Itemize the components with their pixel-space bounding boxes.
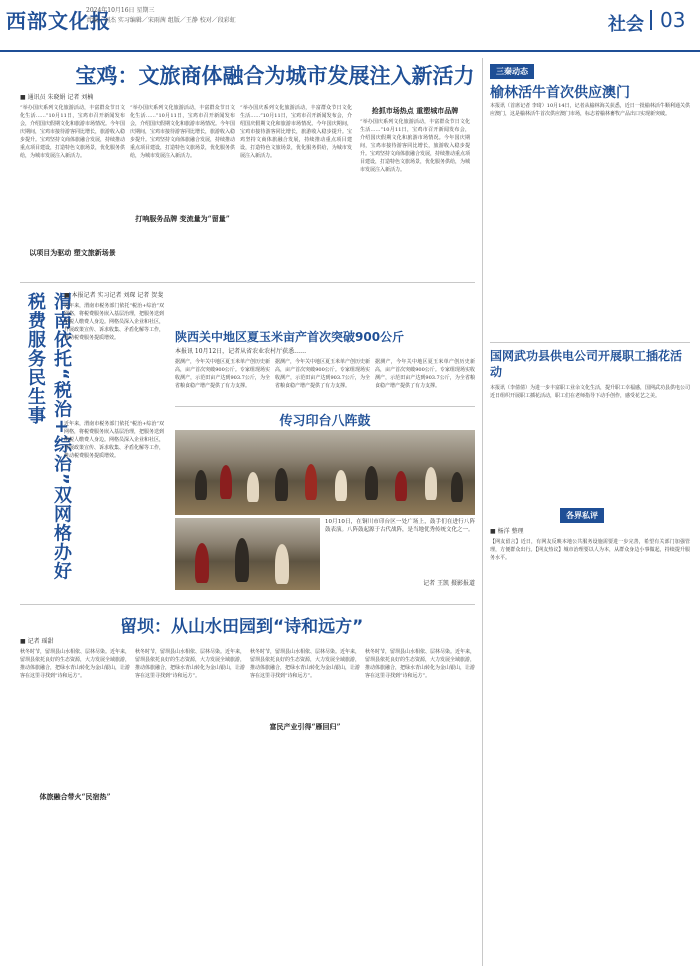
main-subhead-1: 以项目为驱动 塑文旅新场景 <box>29 248 116 257</box>
dancer-figure <box>305 464 317 500</box>
main-byline: ■ 通讯员 朱晓娟 记者 刘楠 <box>20 94 94 101</box>
center-body-col2: 据测产，今年关中地区夏玉米单产创历史新高，亩产首次突破900公斤。专家组现场实收测产，示范田亩产达到903.7公斤，为全省粮食稳产增产提供了有力支撑。 <box>275 359 370 389</box>
bottom-body-col2: 秋冬时节，留坝县山水相依、层林尽染。近年来，留坝县依托良好的生态资源，大力发展全域旅游，推动体旅融合，把绿水青山转化为金山银山，让游客在这里寻找到“诗和远方”。 <box>135 649 245 679</box>
sidebar-story1-headline: 榆林活牛首次供应澳门 <box>490 85 630 101</box>
commentary-tag: 各界私评 <box>560 508 604 523</box>
main-headline: 宝鸡：文旅商体融合为城市发展注入新活力 <box>75 64 475 88</box>
bottom-headline: 留坝：从山水田园到“诗和远方” <box>120 617 364 637</box>
main-body-col4: “举办国庆系列文化旅游活动，丰富群众节日文化生活……”10月11日，宝鸡市召开新闻发布会，介绍国庆假期文化和旅游市场情况。今年国庆期间，宝鸡市接待游客同比增长，旅游收入稳步提升。宝鸡坚持文商体旅融合发展，持续推动重点项目建设，打造特色文旅场景，优化服务供给，为城市发展注入新活力。 <box>360 119 470 173</box>
bottom-body-col1: 秋冬时节，留坝县山水相依、层林尽染。近年来，留坝县依托良好的生态资源，大力发展全域旅游，推动体旅融合，把绿水青山转化为金山银山，让游客在这里寻找到“诗和远方”。 <box>20 649 130 679</box>
dancer-figure <box>275 544 289 584</box>
center-byline: 本报讯 10月12日，记者从省农业农村厅获悉…… <box>175 348 307 355</box>
photo-caption: 10月10日，在铜川市印台区一处广场上，鼓手们在进行八阵鼓表演。八阵鼓起源于古代战阵，是当地优秀传统文化之一。 <box>325 519 475 533</box>
sidebar-story2-headline: 国网武功县供电公司开展职工插花活动 <box>490 349 683 379</box>
main-body-col2: “举办国庆系列文化旅游活动，丰富群众节日文化生活……”10月11日，宝鸡市召开新闻发布会，介绍国庆假期文化和旅游市场情况。今年国庆期间，宝鸡市接待游客同比增长，旅游收入稳步提升。宝鸡坚持文商体旅融合发展，持续推动重点项目建设，打造特色文旅场景，优化服务供给，为城市发展注入新活力。 <box>130 105 235 159</box>
main-body-col3: “举办国庆系列文化旅游活动，丰富群众节日文化生活……”10月11日，宝鸡市召开新闻发布会，介绍国庆假期文化和旅游市场情况。今年国庆期间，宝鸡市接待游客同比增长，旅游收入稳步提升。宝鸡坚持文商体旅融合发展，持续推动重点项目建设，打造特色文旅场景，优化服务供给，为城市发展注入新活力。 <box>240 105 352 159</box>
dancer-figure <box>365 466 378 500</box>
photo-title: 传习印台八阵鼓 <box>279 414 371 429</box>
sidebar-story2-body: 本报讯（李倩倩）为进一步丰富职工业余文化生活，提升职工幸福感，国网武功县供电公司近日组织开展职工插花活动，职工们在老师指导下动手创作，感受花艺之美。 <box>490 385 690 399</box>
photo-block-rule <box>20 604 475 605</box>
drum-performance-photo <box>175 430 475 515</box>
sidebar-story1-body: 本报讯（首席记者 李琦）10月14日，记者从榆林海关获悉，近日一批榆林活牛顺利通关供应澳门，这是榆林活牛首次供应澳门市场，标志着榆林畜牧产品出口实现新突破。 <box>490 103 690 117</box>
main-body-col1: “举办国庆系列文化旅游活动，丰富群众节日文化生活……”10月11日，宝鸡市召开新闻发布会，介绍国庆假期文化和旅游市场情况。今年国庆期间，宝鸡市接待游客同比增长，旅游收入稳步提升。宝鸡坚持文商体旅融合发展，持续推动重点项目建设，打造特色文旅场景，优化服务供给，为城市发展注入新活力。 <box>20 105 125 159</box>
dancer-figure <box>195 543 209 583</box>
photo-credit: 记者 王凯 摄影报道 <box>423 580 475 587</box>
dancer-figure <box>195 470 207 500</box>
dancer-figure <box>275 468 288 501</box>
main-story-rule <box>20 282 475 283</box>
main-subhead-2: 打响服务品牌 变流量为“留量” <box>135 214 230 223</box>
center-body-col1: 据测产，今年关中地区夏玉米单产创历史新高，亩产首次突破900公斤。专家组现场实收测产，示范田亩产达到903.7公斤，为全省粮食稳产增产提供了有力支撑。 <box>175 359 270 389</box>
section-divider <box>650 10 652 30</box>
masthead <box>0 0 700 52</box>
left-body-col1: 近年来，渭南市税务部门依托“税治+综治”双网格，将税费服务嵌入基层治理，把服务送到纳税人缴费人身边。网格员深入企业和社区，开展政策宣传、诉求收集、矛盾化解等工作，推动税费服务提质增效。 <box>64 303 164 341</box>
sidebar-section-tag: 三秦动态 <box>490 64 534 79</box>
masthead-meta <box>86 6 236 26</box>
center-story-rule <box>175 406 475 407</box>
page-number: 03 <box>660 8 686 32</box>
bottom-subhead-1: 体旅融合带火“民宿热” <box>39 792 111 801</box>
left-body-col2: 近年来，渭南市税务部门依托“税治+综治”双网格，将税费服务嵌入基层治理，把服务送到纳税人缴费人身边。网格员深入企业和社区，开展政策宣传、诉求收集、矛盾化解等工作，推动税费服务提质增效。 <box>64 421 164 459</box>
bottom-body-col4: 秋冬时节，留坝县山水相依、层林尽染。近年来，留坝县依托良好的生态资源，大力发展全域旅游，推动体旅融合，把绿水青山转化为金山银山，让游客在这里寻找到“诗和远方”。 <box>365 649 475 679</box>
bottom-subhead-2: 富民产业引得“雁回归” <box>269 722 341 731</box>
sidebar-rule-1 <box>490 342 690 343</box>
left-vertical-headline: 渭南依托“税治+综治”双网格办好税费服务民生事 <box>25 292 72 581</box>
main-subhead-3: 抢抓市场热点 重塑城市品牌 <box>371 106 459 115</box>
left-byline: ■ 本报记者 实习记者 刘琛 记者 贺斐 <box>64 292 164 299</box>
center-body-col3: 据测产，今年关中地区夏玉米单产创历史新高，亩产首次突破900公斤。专家组现场实收测产，示范田亩产达到903.7公斤，为全省粮食稳产增产提供了有力支撑。 <box>375 359 475 389</box>
dancer-figure <box>395 471 407 501</box>
center-headline: 陕西关中地区夏玉米亩产首次突破900公斤 <box>175 330 405 344</box>
bottom-body-col3: 秋冬时节，留坝县山水相依、层林尽染。近年来，留坝县依托良好的生态资源，大力发展全域旅游，推动体旅融合，把绿水青山转化为金山银山，让游客在这里寻找到“诗和远方”。 <box>250 649 360 679</box>
dancer-figure <box>220 465 232 499</box>
dancer-figure <box>425 467 437 500</box>
sidebar-divider <box>482 58 483 966</box>
bottom-byline: ■ 记者 瑶甜 <box>20 638 54 645</box>
dancer-figure <box>335 470 347 501</box>
newspaper-logo: 西部文化报 <box>6 9 111 33</box>
editors-line: 责编／刘杰 实习编辑／宋雨茜 组版／王静 校对／段彩虹 <box>86 17 236 24</box>
commentary-body: 【网友留言】近日，有网友反映本地公共服务设施需要进一步完善，希望有关部门加强管理，方便群众出行。【网友热议】城市治理要以人为本，从群众身边小事做起，持续提升服务水平。 <box>490 539 690 561</box>
issue-date: 2024年10月16日 星期三 <box>86 7 155 14</box>
section-title: 社会 <box>608 14 644 35</box>
commentary-byline: ■ 杨洋 整理 <box>490 528 524 535</box>
drum-performance-photo-small <box>175 518 320 590</box>
dancer-figure <box>235 538 249 582</box>
dancer-figure <box>451 472 463 502</box>
dancer-figure <box>247 472 259 502</box>
